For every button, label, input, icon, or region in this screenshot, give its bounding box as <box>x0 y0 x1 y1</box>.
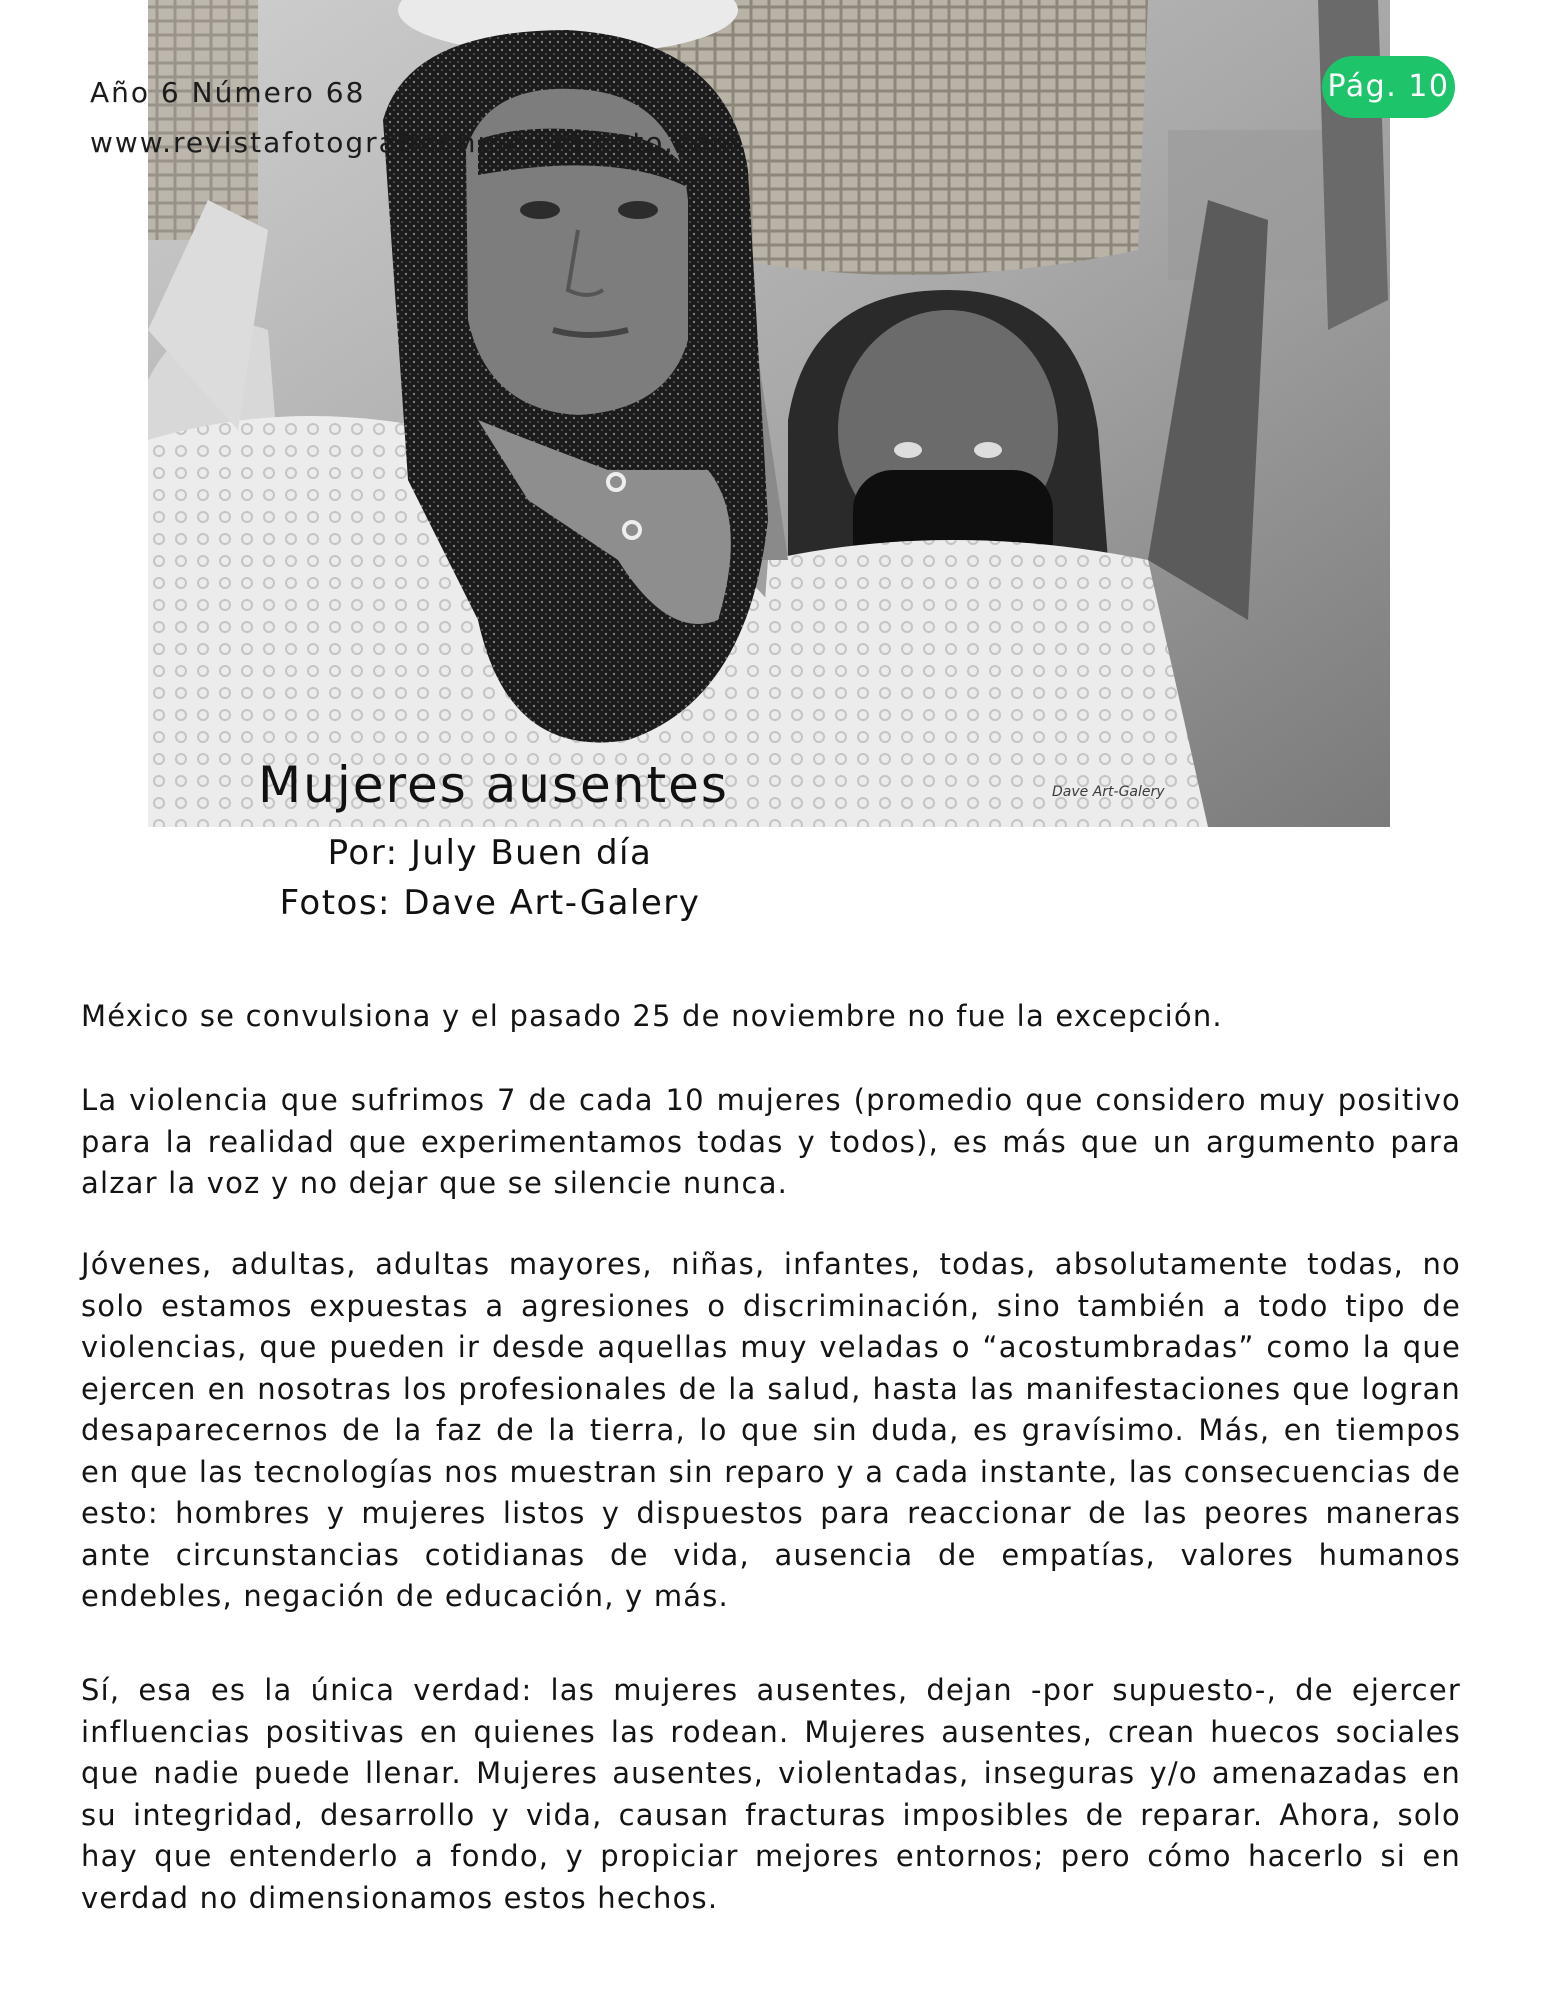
photos-credit-line: Fotos: Dave Art-Galery <box>279 883 701 923</box>
article-paragraph-2 <box>81 1080 1461 1205</box>
article-paragraph-4 <box>81 1670 1461 1919</box>
page-number-badge: Pág. 10 <box>1322 56 1455 118</box>
article-paragraph-1 <box>81 996 1461 1038</box>
photo-credit: Dave Art-Galery <box>1052 784 1165 800</box>
paragraph-text: La violencia que sufrimos 7 de cada 10 mujeres (promedio que considero muy positivo para la realidad que experimentamos todas y todos), es más que un argumento para alzar la voz y no dejar que se silencie nunca. <box>81 1083 1461 1200</box>
article-paragraph-3 <box>81 1244 1461 1618</box>
issue-number: Año 6 Número 68 <box>90 76 366 109</box>
paragraph-text: Jóvenes, adultas, adultas mayores, niñas, infantes, todas, absolutamente todas, no solo estamos expuestas a agresiones o discriminación, sino también a todo tipo de violencias, que pueden ir desde aquellas muy veladas o “acostumbradas” como la que ejercen en nosotras los profesionales de la salud, hasta las manifestaciones que logran desaparecernos de la faz de la tierra, lo que sin duda, es gravísimo. Más, en tiempos en que las tecnologías nos muestran sin reparo y a cada instante, las consecuencias de esto: hombres y mujeres listos y dispuestos para reaccionar de las peores maneras ante circunstancias cotidianas de vida, ausencia de empatías, valores humanos endebles, negación de educación, y más. <box>81 1247 1461 1613</box>
paragraph-text: México se convulsiona y el pasado 25 de noviembre no fue la excepción. <box>81 999 1223 1033</box>
article-title: Mujeres ausentes <box>258 756 729 814</box>
byline <box>240 828 740 928</box>
masthead <box>90 68 741 168</box>
author-line: Por: July Buen día <box>327 833 653 873</box>
paragraph-text: Sí, esa es la única verdad: las mujeres ausentes, dejan -por supuesto-, de ejercer influencias positivas en quienes las rodean. Mujeres ausentes, crean huecos sociales que nadie puede llenar. Mujeres ausentes, violentadas, inseguras y/o amenazadas en su integridad, desarrollo y vida, causan fracturas imposibles de reparar. Ahora, solo hay que entenderlo a fondo, y propiciar mejores entornos; pero cómo hacerlo si en verdad no dimensionamos estos hechos. <box>81 1673 1461 1915</box>
website-url[interactable]: www.revistafotografiaenmovimiento.com <box>90 126 741 159</box>
